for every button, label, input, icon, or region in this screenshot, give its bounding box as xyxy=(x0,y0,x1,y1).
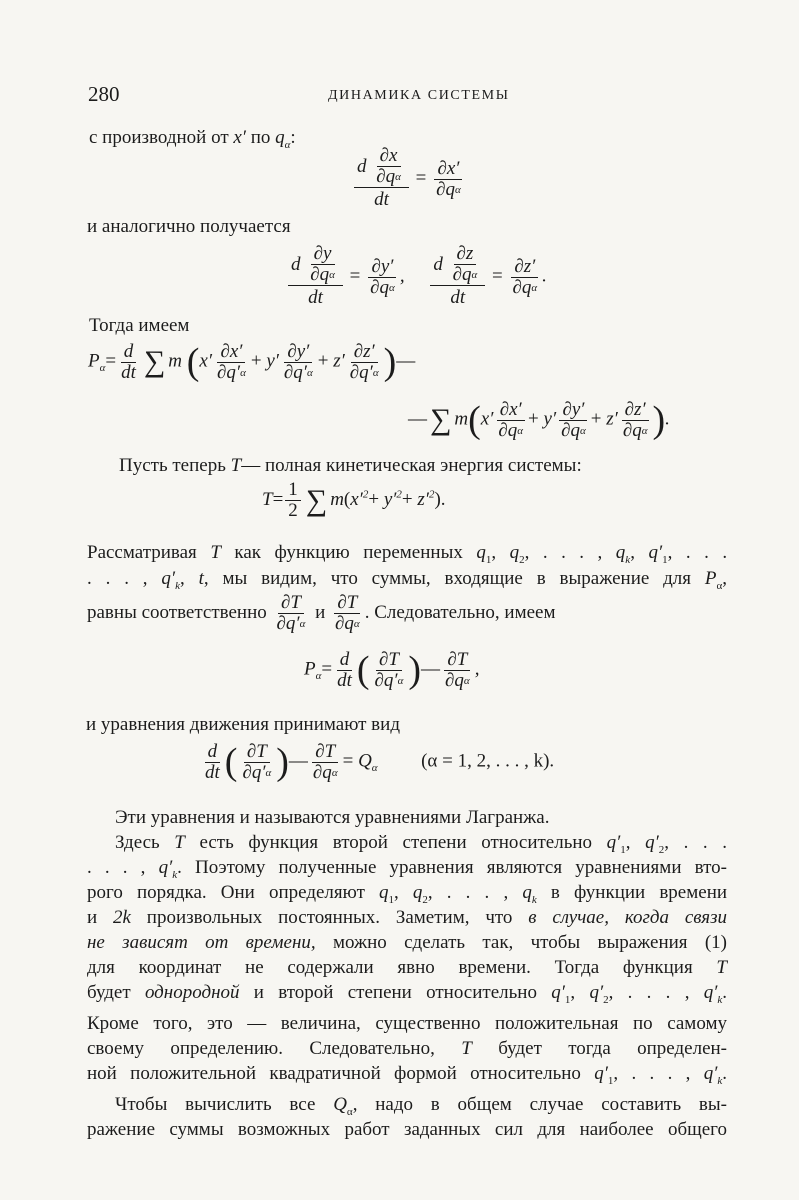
equation-3a: $P_\alpha=$ $\frac{d}{dt}$ ∑ m (x′ ∂x′ ∂q′ α + y′ ∂y′ ∂q′ α + z′ ∂z′ ∂q′ α )— xyxy=(88,340,416,383)
text-line: и уравнения движения принимают вид xyxy=(86,714,400,735)
equation-2: d ∂y ∂q α dt = ∂y′ ∂q α , d ∂z ∂q α dt = ∂z′ ∂q α . xyxy=(286,244,547,310)
text-line: . . . , $q'_k$. Поэтому полученные уравнения являются уравнениями вто- xyxy=(87,857,728,881)
text-line: Пусть теперь T— полная кинетическая энергия системы: xyxy=(119,455,582,476)
text-line: рого порядка. Они определяют $q_1$, $q_2$, . . . , $q_k$ в функции времени xyxy=(87,882,728,906)
running-title: ДИНАМИКА СИСТЕМЫ xyxy=(328,88,510,103)
equation-3b: — ∑ m(x′ ∂x′ ∂q α + y′ ∂y′ ∂q α + z′ ∂z′ ∂q α ). xyxy=(408,398,670,441)
text-line: для координат не содержали явно времени. Тогда функция T xyxy=(87,957,727,978)
text-line: ражение суммы возможных работ заданных сил для наиболее общего xyxy=(87,1119,727,1140)
equation-1: d ∂x ∂q α dt = ∂x′ ∂q α xyxy=(352,146,466,212)
text-line: ной положительной квадратичной формой относительно $q'_1$, . . . , $q'_k$. xyxy=(87,1063,728,1087)
text-line: Чтобы вычислить все $Q_\alpha$, надо в общем случае составить вы- xyxy=(115,1094,727,1118)
page-number: 280 xyxy=(88,82,120,106)
equation-4: T= $\frac{1}{2}$ ∑ $m(x'^2+ y'^2+ z'^2)$. xyxy=(262,479,446,521)
text-line: не зависят от времени, можно сделать так, чтобы выражения (1) xyxy=(87,932,728,953)
text-line: с производной от x′ по $q_\alpha$: xyxy=(89,127,296,151)
text-line: и 2k произвольных постоянных. Заметим, что в случае, когда связи xyxy=(87,907,728,928)
equation-5: $P_\alpha=$ $\frac{d}{dt}$ ( ∂T ∂q′ α )— ∂T ∂q α , xyxy=(304,648,480,691)
text-line: Рассматривая T как функцию переменных $q_1$, $q_2$, . . . , $q_k$, $q'_1$, . . . xyxy=(87,542,728,566)
text-line: и аналогично получается xyxy=(87,216,291,237)
text-line: равны соответственно ∂T ∂q′ α и ∂T ∂q α . Следовательно, имеем xyxy=(87,592,556,635)
equation-6: $\frac{d}{dt}$ ( ∂T ∂q′ α )— ∂T ∂q α = $Q_\alpha$ (α = 1, 2, . . . , k). xyxy=(205,740,555,783)
text-line: Эти уравнения и называются уравнениями Лагранжа. xyxy=(115,807,550,828)
text-line: своему определению. Следовательно, T будет тогда определен- xyxy=(87,1038,728,1059)
text-line: . . . , $q'_k$, t, мы видим, что суммы, входящие в выражение для $P_\alpha$, xyxy=(87,568,728,592)
text-line: Здесь T есть функция второй степени относительно $q'_1$, $q'_2$, . . . xyxy=(115,832,728,856)
text-line: Тогда имеем xyxy=(89,315,190,336)
text-line: Кроме того, это — величина, существенно положительная по самому xyxy=(87,1013,727,1034)
text-line: будет однородной и второй степени относительно $q'_1$, $q'_2$, . . . , $q'_k$. xyxy=(87,982,728,1006)
